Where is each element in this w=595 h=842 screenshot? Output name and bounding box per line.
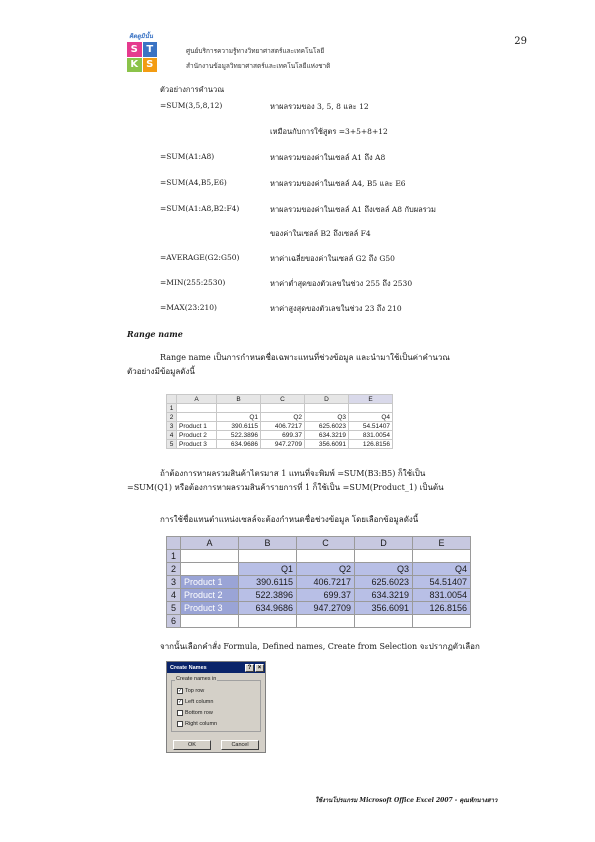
- option-top-row-label: Top row: [185, 688, 205, 694]
- option-right-column-label: Right column: [185, 721, 218, 727]
- table-cell[interactable]: [181, 563, 239, 576]
- checkbox-left-column[interactable]: ✓: [178, 699, 183, 705]
- logo-letter-t: T: [143, 42, 158, 57]
- table-cell[interactable]: Product 1: [177, 422, 217, 431]
- option-left-column-label: Left column: [185, 699, 214, 705]
- table-cell[interactable]: 54.51407: [413, 576, 471, 589]
- table-cell[interactable]: [177, 413, 217, 422]
- example-description: หาค่าสูงสุดของตัวเลขในช่วง 23 ถึง 210: [270, 304, 402, 313]
- example-description: หาผลรวมของค่าในเซลล์ A4, B5 และ E6: [270, 179, 406, 188]
- table-row: [167, 576, 471, 589]
- row-number[interactable]: 2: [167, 413, 177, 422]
- table-cell[interactable]: Product 2: [177, 431, 217, 440]
- logo-letter-k: K: [127, 58, 142, 73]
- table-cell[interactable]: [305, 404, 349, 413]
- example-function: =MAX(23:210): [160, 303, 217, 312]
- table-cell[interactable]: Product 1: [181, 576, 239, 589]
- column-header[interactable]: C: [261, 395, 305, 404]
- table-cell[interactable]: 126.8156: [413, 602, 471, 615]
- table-row: [167, 404, 393, 413]
- table-row: [167, 589, 471, 602]
- table-cell[interactable]: 634.9686: [239, 602, 297, 615]
- table-cell[interactable]: [239, 615, 297, 628]
- example-description: หาค่าเฉลี่ยของค่าในเซลล์ G2 ถึง G50: [270, 254, 395, 263]
- table-row: [167, 413, 393, 422]
- table-cell[interactable]: [349, 404, 393, 413]
- cancel-button[interactable]: Cancel: [221, 740, 259, 750]
- table-cell[interactable]: 356.6091: [305, 440, 349, 449]
- create-names-group: [171, 676, 261, 732]
- table-cell[interactable]: Q4: [349, 413, 393, 422]
- table-cell[interactable]: [413, 615, 471, 628]
- page-number: 29: [514, 36, 527, 47]
- row-number[interactable]: 5: [167, 602, 181, 615]
- excel-table-small: [166, 394, 393, 449]
- table-cell[interactable]: 634.3219: [305, 431, 349, 440]
- table-cell[interactable]: 634.9686: [217, 440, 261, 449]
- row-number[interactable]: 6: [167, 615, 181, 628]
- column-header[interactable]: B: [217, 395, 261, 404]
- table-cell[interactable]: 406.7217: [261, 422, 305, 431]
- table-cell[interactable]: 831.0054: [349, 431, 393, 440]
- checkbox-right-column[interactable]: [177, 721, 183, 727]
- excel-table-selected: [166, 536, 471, 628]
- table-cell[interactable]: [261, 404, 305, 413]
- table-cell[interactable]: Q1: [217, 413, 261, 422]
- table-cell[interactable]: 634.3219: [355, 589, 413, 602]
- table-cell[interactable]: [355, 615, 413, 628]
- paragraph-sum-example: ถ้าต้องการหาผลรวมสินค้าไตรมาส 1 แทนที่จะพิมพ์ =SUM(B3:B5) ก็ใช้เป็น =SUM(Q1) หรือต้องการหาผลรวมสินค้ารายการที่ 1 ก็ใช้เป็น =SUM(Product_1) เป็นต้น: [127, 469, 444, 492]
- row-number[interactable]: 3: [167, 576, 181, 589]
- example-description: เหมือนกับการใช้สูตร =3+5+8+12: [270, 127, 388, 136]
- dialog-title: Create Names: [170, 664, 207, 671]
- example-function: =AVERAGE(G2:G50): [160, 253, 240, 262]
- ok-button[interactable]: OK: [173, 740, 211, 750]
- column-header[interactable]: [167, 537, 181, 550]
- table-row: [167, 563, 471, 576]
- table-cell[interactable]: Q3: [355, 563, 413, 576]
- table-cell[interactable]: [297, 550, 355, 563]
- table-cell[interactable]: [355, 550, 413, 563]
- table-cell[interactable]: Q2: [297, 563, 355, 576]
- row-number[interactable]: 5: [167, 440, 177, 449]
- paragraph-define-names: การใช้ชื่อแทนตำแหน่งเซลล์จะต้องกำหนดชื่อช่วงข้อมูล โดยเลือกข้อมูลดังนี้: [160, 515, 419, 524]
- option-right-column[interactable]: [177, 721, 217, 727]
- table-cell[interactable]: Product 3: [181, 602, 239, 615]
- example-function: =SUM(3,5,8,12): [160, 101, 223, 110]
- column-header[interactable]: D: [305, 395, 349, 404]
- examples-heading: ตัวอย่างการคำนวณ: [160, 85, 225, 94]
- option-bottom-row[interactable]: [177, 710, 213, 716]
- row-number[interactable]: 2: [167, 563, 181, 576]
- column-header[interactable]: E: [413, 537, 471, 550]
- table-cell[interactable]: 947.2709: [261, 440, 305, 449]
- table-cell[interactable]: [177, 404, 217, 413]
- row-number[interactable]: 1: [167, 550, 181, 563]
- column-header[interactable]: B: [239, 537, 297, 550]
- table-cell[interactable]: [239, 550, 297, 563]
- create-names-dialog: [166, 661, 266, 753]
- table-cell[interactable]: [181, 615, 239, 628]
- header-line-2: สำนักงานข้อมูลวิทยาศาสตร์และเทคโนโลยีแห่งชาติ: [186, 62, 331, 70]
- column-header[interactable]: E: [349, 395, 393, 404]
- table-cell[interactable]: Product 3: [177, 440, 217, 449]
- example-description: หาผลรวมของค่าในเซลล์ A1 ถึงเซลล์ A8 กับผลรวม: [270, 205, 436, 214]
- example-description: ของค่าในเซลล์ B2 ถึงเซลล์ F4: [270, 229, 371, 238]
- table-cell[interactable]: 390.6115: [217, 422, 261, 431]
- paragraph-create-from-selection: จากนั้นเลือกคำสั่ง Formula, Defined names, Create from Selection จะปรากฏตัวเลือก: [160, 642, 480, 651]
- column-header[interactable]: [167, 395, 177, 404]
- page-footer: ใช้งานโปรแกรม Microsoft Office Excel 2007 - คุณหักนางสาว: [315, 797, 498, 804]
- table-cell[interactable]: 54.51407: [349, 422, 393, 431]
- table-row: [167, 550, 471, 563]
- dialog-title-bar: [167, 662, 265, 673]
- example-description: หาค่าต่ำสุดของตัวเลขในช่วง 255 ถึง 2530: [270, 279, 413, 288]
- table-cell[interactable]: [413, 550, 471, 563]
- table-cell[interactable]: 947.2709: [297, 602, 355, 615]
- table-cell[interactable]: Q2: [261, 413, 305, 422]
- table-cell[interactable]: 126.8156: [349, 440, 393, 449]
- group-label: Create names in: [176, 676, 217, 682]
- table-cell[interactable]: 625.6023: [355, 576, 413, 589]
- example-function: =SUM(A1:A8): [160, 152, 215, 161]
- table-cell[interactable]: 699.37: [297, 589, 355, 602]
- example-description: หาผลรวมของ 3, 5, 8 และ 12: [270, 102, 369, 111]
- logo-letter-s: S: [127, 42, 142, 57]
- column-header[interactable]: C: [297, 537, 355, 550]
- table-cell[interactable]: 522.3896: [239, 589, 297, 602]
- example-description: หาผลรวมของค่าในเซลล์ A1 ถึง A8: [270, 153, 386, 162]
- row-number[interactable]: 3: [167, 422, 177, 431]
- paragraph-range-name: Range name เป็นการกำหนดชื่อเฉพาะแทนที่ช่วงข้อมูล และนำมาใช้เป็นค่าคำนวณ ตัวอย่างมีข้อมูลดังนี้: [127, 353, 450, 376]
- example-function: =MIN(255:2530): [160, 278, 226, 287]
- help-button[interactable]: ?: [245, 664, 254, 672]
- checkbox-bottom-row[interactable]: [177, 710, 183, 716]
- table-cell[interactable]: 406.7217: [297, 576, 355, 589]
- row-number[interactable]: 4: [167, 431, 177, 440]
- logo-top-text: คิดดูมินั้น: [129, 33, 153, 40]
- row-number[interactable]: 4: [167, 589, 181, 602]
- checkbox-top-row[interactable]: ✓: [178, 688, 183, 694]
- table-cell[interactable]: 831.0054: [413, 589, 471, 602]
- table-cell[interactable]: [297, 615, 355, 628]
- table-row: [167, 431, 393, 440]
- table-cell[interactable]: 625.6023: [305, 422, 349, 431]
- table-cell[interactable]: Q4: [413, 563, 471, 576]
- table-cell[interactable]: Product 2: [181, 589, 239, 602]
- section-title: Range name: [127, 329, 183, 339]
- logo-grid: [127, 42, 157, 72]
- table-cell[interactable]: 699.37: [261, 431, 305, 440]
- table-row: [167, 602, 471, 615]
- example-function: =SUM(A4,B5,E6): [160, 178, 227, 187]
- table-cell[interactable]: [181, 550, 239, 563]
- close-button[interactable]: ×: [255, 664, 264, 672]
- table-cell[interactable]: Q3: [305, 413, 349, 422]
- table-row: [167, 422, 393, 431]
- table-row: [167, 440, 393, 449]
- table-row: [167, 615, 471, 628]
- logo-letter-s2: S: [143, 58, 158, 73]
- stks-logo: [127, 28, 183, 72]
- column-header[interactable]: A: [177, 395, 217, 404]
- table-cell[interactable]: [217, 404, 261, 413]
- column-header[interactable]: D: [355, 537, 413, 550]
- header-line-1: ศูนย์บริการความรู้ทางวิทยาศาสตร์และเทคโนโลยี: [186, 47, 325, 55]
- option-top-row[interactable]: [177, 688, 204, 694]
- table-cell[interactable]: 356.6091: [355, 602, 413, 615]
- table-cell[interactable]: 522.3896: [217, 431, 261, 440]
- table-cell[interactable]: 390.6115: [239, 576, 297, 589]
- table-cell[interactable]: Q1: [239, 563, 297, 576]
- row-number[interactable]: 1: [167, 404, 177, 413]
- option-left-column[interactable]: [177, 699, 213, 705]
- option-bottom-row-label: Bottom row: [185, 710, 213, 716]
- example-function: =SUM(A1:A8,B2:F4): [160, 204, 240, 213]
- column-header[interactable]: A: [181, 537, 239, 550]
